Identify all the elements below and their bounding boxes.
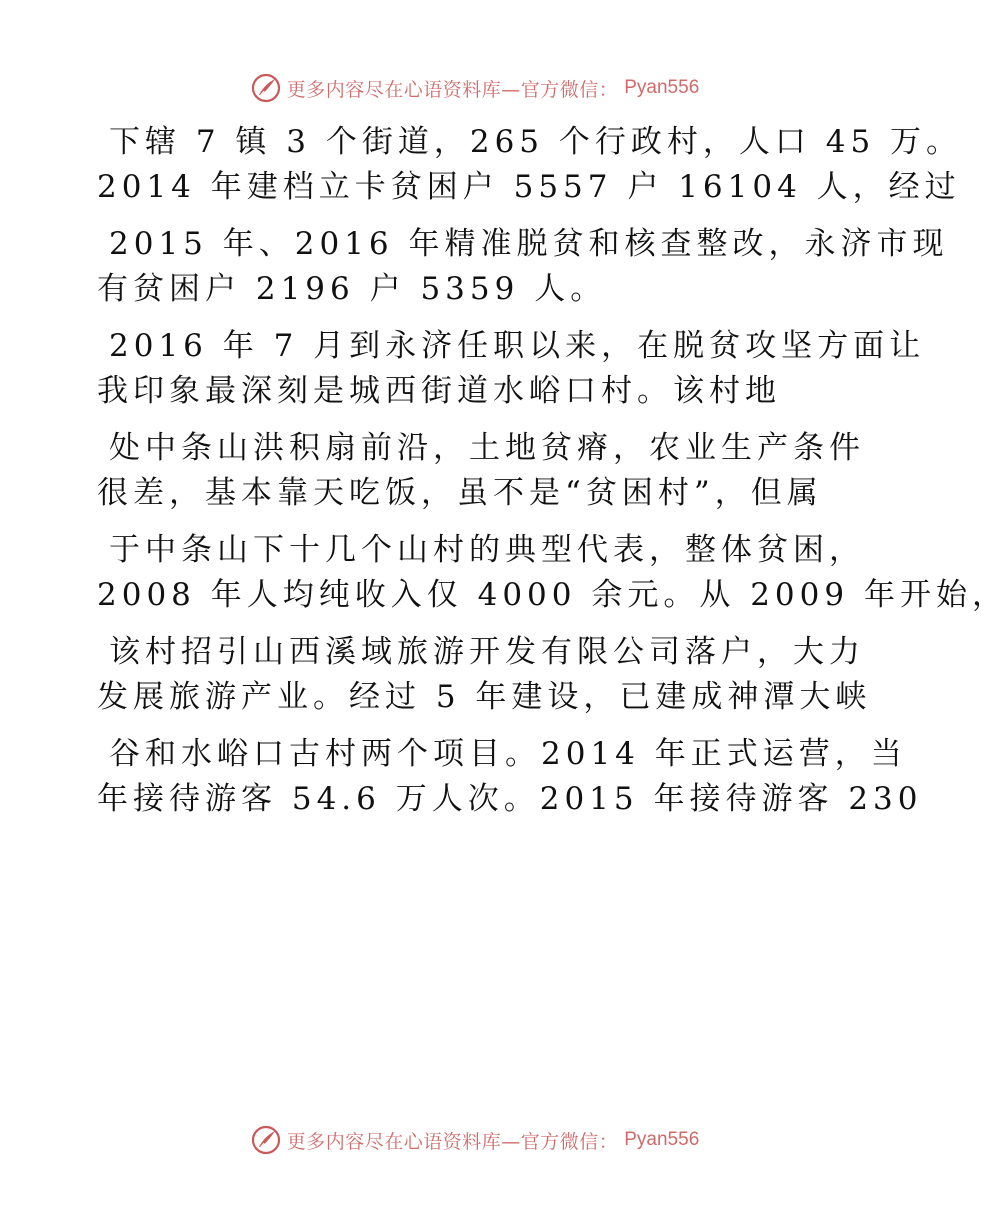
text-line: 下辖 7 镇 3 个街道，265 个行政村，人口 45 万。 (109, 124, 963, 160)
watermark-wechat-id: Pyan556 (624, 77, 700, 98)
text-line: 发展旅游产业。经过 5 年建设，已建成神潭大峡 (97, 679, 872, 715)
watermark-footer (0, 1125, 950, 1155)
text-line: 很差，基本靠天吃饭，虽不是“贫困村”，但属 (97, 475, 823, 511)
text-line: 我印象最深刻是城西街道水峪口村。该村地 (97, 373, 781, 409)
text-line: 2008 年人均纯收入仅 4000 余元。从 2009 年开始， (97, 577, 1008, 613)
text-line: 有贫困户 2196 户 5359 人。 (97, 271, 607, 307)
watermark-text: 更多内容尽在心语资料库—官方微信： (286, 1130, 619, 1153)
quill-logo-icon (251, 73, 281, 103)
text-line: 2014 年建档立卡贫困户 5557 户 16104 人，经过 (97, 169, 961, 205)
document-body (97, 120, 1008, 822)
text-line: 谷和水峪口古村两个项目。2014 年正式运营，当 (109, 736, 907, 772)
watermark-text: 更多内容尽在心语资料库—官方微信： (286, 78, 619, 101)
quill-logo-icon (251, 1125, 281, 1155)
watermark-header (0, 73, 950, 103)
watermark-wechat-id: Pyan556 (624, 1129, 700, 1150)
text-line: 于中条山下十几个山村的典型代表，整体贫困， (109, 532, 865, 568)
text-line: 2015 年、2016 年精准脱贫和核查整改，永济市现 (109, 226, 949, 262)
text-line: 该村招引山西溪域旅游开发有限公司落户，大力 (109, 634, 865, 670)
text-line: 处中条山洪积扇前沿，土地贫瘠，农业生产条件 (109, 430, 865, 466)
text-line: 年接待游客 54.6 万人次。2015 年接待游客 230 (97, 781, 923, 817)
text-line: 2016 年 7 月到永济任职以来，在脱贫攻坚方面让 (109, 328, 926, 364)
